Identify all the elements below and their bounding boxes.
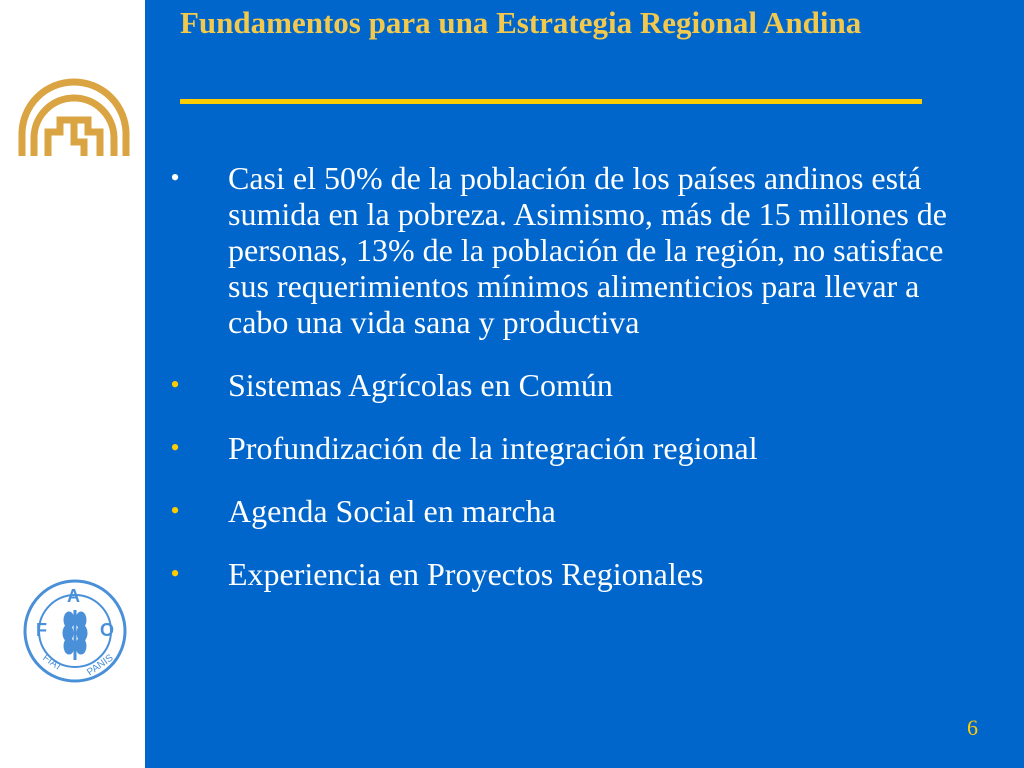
bullet-text: Experiencia en Proyectos Regionales: [228, 556, 704, 592]
svg-text:PANIS: PANIS: [85, 652, 116, 679]
svg-text:A: A: [67, 586, 80, 606]
bullet-item: [163, 493, 983, 529]
bullet-text: Casi el 50% de la población de los países andinos está sumida en la pobreza. Asimismo, más de 15 millones de personas, 13% de la población de la región, no satisface sus requerimientos mínimos alimenticios para llevar a cabo una vida sana y productiva: [228, 160, 947, 340]
bullet-text: Agenda Social en marcha: [228, 493, 556, 529]
svg-text:O: O: [100, 620, 115, 640]
logo-sidebar: [0, 0, 145, 768]
fao-logo: [22, 578, 128, 684]
bullet-icon: •: [170, 496, 180, 525]
svg-text:FIAT: FIAT: [40, 652, 65, 674]
title-underline: [180, 99, 922, 104]
bullet-icon: •: [170, 433, 180, 462]
bullet-text: Sistemas Agrícolas en Común: [228, 367, 613, 403]
page-number: 6: [967, 715, 978, 740]
andean-community-logo: [16, 76, 132, 158]
bullet-item: [163, 367, 983, 403]
svg-text:F: F: [36, 620, 47, 640]
bullet-icon: •: [170, 559, 180, 588]
slide-title: Fundamentos para una Estrategia Regional Andina: [180, 5, 862, 40]
bullet-icon: •: [170, 163, 180, 192]
bullet-item: [163, 556, 983, 592]
bullet-text: Profundización de la integración regional: [228, 430, 758, 466]
bullet-item: [163, 430, 983, 466]
bullet-item: [163, 160, 983, 340]
bullet-list: [163, 160, 983, 619]
bullet-icon: •: [170, 370, 180, 399]
